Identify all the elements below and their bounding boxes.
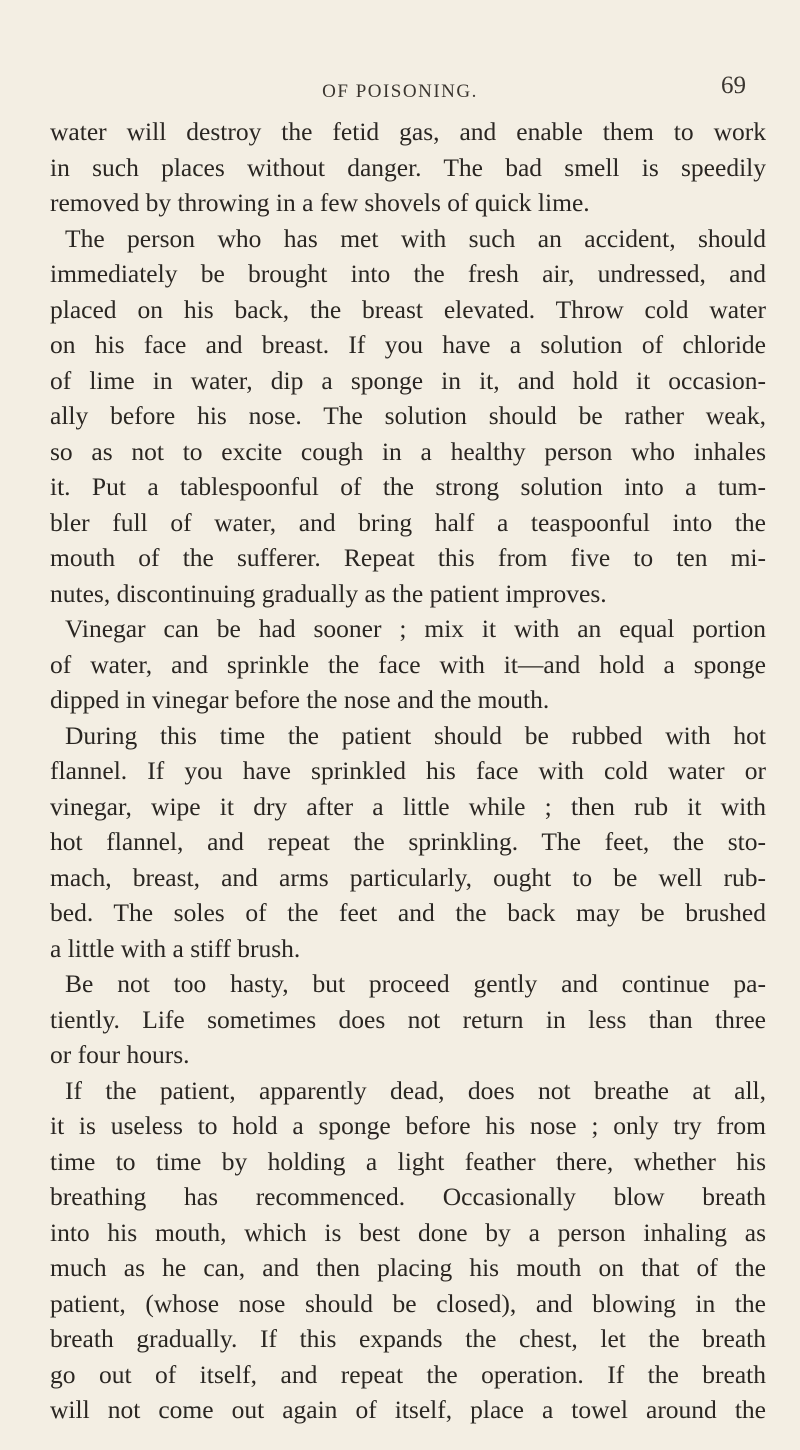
text-line: much as he can, and then placing his mouth on that of the <box>50 1253 766 1282</box>
text-line: on his face and breast. If you have a solution of chloride <box>50 330 766 359</box>
text-line: time to time by holding a light feather there, whether his <box>50 1146 766 1176</box>
text-line: During this time the patient should be rubbed with hot <box>65 720 766 750</box>
text-line: tiently. Life sometimes does not return in less than three <box>50 1004 766 1034</box>
text-line: of lime in water, dip a sponge in it, and hold it occasion- <box>50 365 766 395</box>
text-line: it is useless to hold a sponge before his nose ; only try from <box>50 1111 766 1140</box>
text-line: removed by throwing in a few shovels of quick lime. <box>50 188 590 217</box>
text-line: immediately be brought into the fresh air, undressed, and <box>50 259 766 288</box>
text-line: mouth of the sufferer. Repeat this from five to ten mi- <box>50 543 766 572</box>
text-line: so as not to excite cough in a healthy person who inhales <box>50 436 766 466</box>
text-line: go out of itself, and repeat the operation. If the breath <box>50 1359 766 1389</box>
text-line: will not come out again of itself, place a towel around the <box>50 1395 766 1424</box>
text-line: bed. The soles of the feet and the back may be brushed <box>50 898 766 927</box>
text-line: bler full of water, and bring half a teaspoonful into the <box>50 507 766 537</box>
body-text <box>50 114 766 1428</box>
page-number: 69 <box>721 72 746 99</box>
text-line: of water, and sprinkle the face with it—and hold a sponge <box>50 649 766 679</box>
text-line: dipped in vinegar before the nose and the mouth. <box>50 685 550 714</box>
text-line: water will destroy the fetid gas, and enable them to work <box>50 117 766 146</box>
text-line: mach, breast, and arms particularly, ought to be well rub- <box>50 862 766 892</box>
text-line: Be not too hasty, but proceed gently and continue pa- <box>65 969 766 998</box>
text-line: patient, (whose nose should be closed), and blowing in the <box>50 1288 766 1318</box>
text-line: flannel. If you have sprinkled his face with cold water or <box>50 756 766 785</box>
text-line: it. Put a tablespoonful of the strong solution into a tum- <box>50 472 766 501</box>
text-line: in such places without danger. The bad smell is speedily <box>50 152 766 182</box>
text-line: breathing has recommenced. Occasionally blow breath <box>50 1182 766 1211</box>
text-line: into his mouth, which is best done by a person inhaling as <box>50 1217 766 1247</box>
text-line: If the patient, apparently dead, does not breathe at all, <box>65 1075 766 1105</box>
text-line: or four hours. <box>50 1040 190 1069</box>
text-line: ally before his nose. The solution should be rather weak, <box>50 401 766 430</box>
text-line: hot flannel, and repeat the sprinkling. The feet, the sto- <box>50 827 766 856</box>
text-line: placed on his back, the breast elevated. Throw cold water <box>50 294 766 324</box>
text-line: a little with a stiff brush. <box>50 933 301 963</box>
text-line: Vinegar can be had sooner ; mix it with an equal portion <box>65 614 766 643</box>
text-line: vinegar, wipe it dry after a little while ; then rub it with <box>50 791 766 821</box>
text-line: The person who has met with such an accident, should <box>65 223 766 253</box>
running-head: OF POISONING. <box>322 81 478 102</box>
text-line: breath gradually. If this expands the chest, let the breath <box>50 1324 766 1353</box>
text-line: nutes, discontinuing gradually as the patient improves. <box>50 578 607 608</box>
